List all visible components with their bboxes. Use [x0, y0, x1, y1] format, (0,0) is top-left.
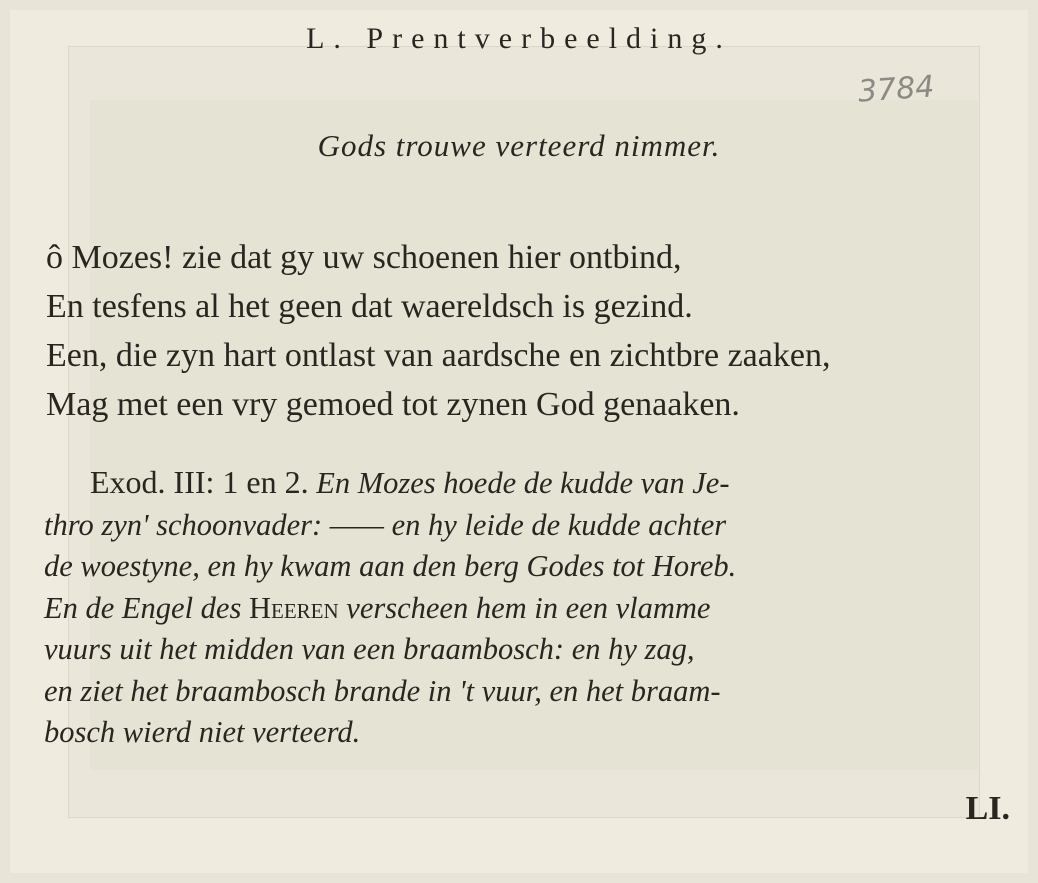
scripture-line: vuurs uit het midden van een braambosch: en hy zag,: [44, 632, 695, 666]
verse-line: Een, die zyn hart ontlast van aardsche en zichtbre zaaken,: [46, 337, 831, 374]
scripture-line: en ziet het braambosch brande in 't vuur, en het braam-: [44, 673, 721, 708]
verse-line: En tesfens al het geen dat waereldsch is gezind.: [46, 288, 693, 325]
scripture-line: [44, 462, 1012, 505]
scripture-line: thro zyn' schoonvader: —— en hy leide de kudde achter: [44, 507, 727, 542]
pencil-inventory-number: 3784: [856, 69, 936, 110]
verse-line: Mag met een vry gemoed tot zynen God genaaken.: [46, 386, 740, 423]
scripture-lord: Heeren: [248, 590, 339, 625]
scripture-line: de woestyne, en hy kwam aan den berg Godes tot Horeb.: [44, 549, 737, 583]
scripture-text: En Mozes hoede de kudde van Je-: [316, 466, 730, 500]
scripture-line: bosch wierd niet verteerd.: [44, 715, 361, 749]
scripture-text: verscheen hem in een vlamme: [346, 590, 711, 625]
scripture-passage: [44, 462, 1012, 754]
verse-line: ô Mozes! zie dat gy uw schoenen hier ontbind,: [46, 239, 682, 276]
page-number: LI.: [965, 790, 1010, 827]
scripture-text: En de Engel des: [44, 590, 242, 625]
verse: [46, 233, 1026, 429]
scripture-line: [44, 588, 1012, 630]
scripture-reference: Exod. III: 1 en 2.: [90, 464, 309, 500]
page-header: L. Prentverbeelding.: [306, 22, 732, 55]
motto: Gods trouwe verteerd nimmer.: [317, 128, 721, 163]
